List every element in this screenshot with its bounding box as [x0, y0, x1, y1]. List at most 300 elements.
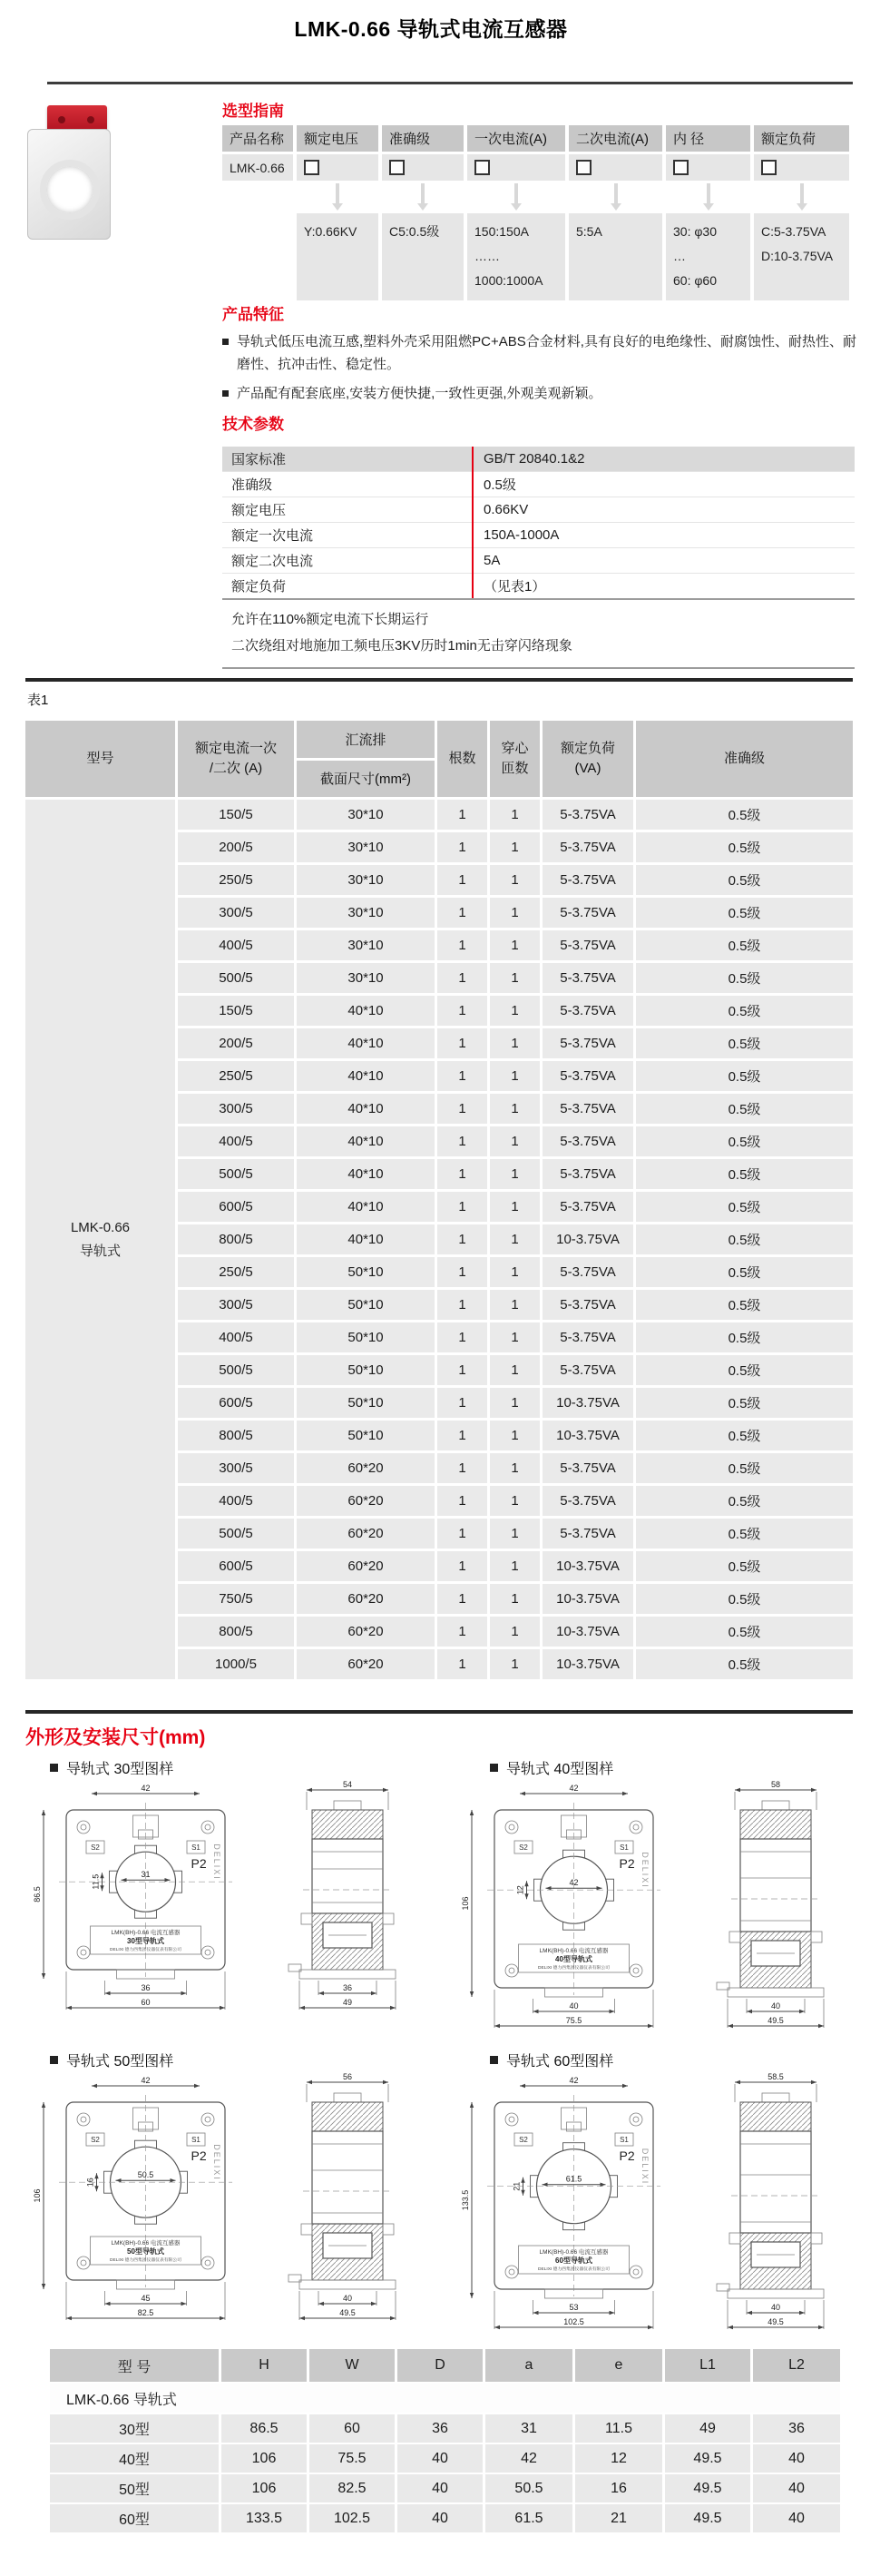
table-cell: 200/5 — [178, 832, 294, 862]
sg-checkbox-cell — [754, 154, 849, 181]
sg-option-line: … — [673, 249, 686, 263]
table-cell: 5-3.75VA — [543, 1028, 633, 1058]
table-cell: 0.5级 — [636, 1094, 853, 1124]
svg-text:30型导轨式: 30型导轨式 — [127, 1937, 164, 1945]
table-cell: 1 — [490, 1617, 540, 1647]
dims-column-header: a — [485, 2349, 572, 2382]
table-cell: 400/5 — [178, 1486, 294, 1516]
table-cell: 5-3.75VA — [543, 1159, 633, 1189]
table-row — [178, 1290, 853, 1320]
table-cell: 1 — [437, 1257, 487, 1287]
table-cell: 40*10 — [297, 996, 435, 1026]
dims-value-cell: 60 — [309, 2414, 395, 2443]
dims-value-cell: 49 — [665, 2414, 750, 2443]
svg-text:21: 21 — [512, 2181, 522, 2191]
col-header-turns — [490, 721, 540, 797]
table-cell: 1 — [490, 1094, 540, 1124]
svg-text:42: 42 — [141, 2076, 151, 2085]
dims-value-cell: 40 — [753, 2474, 840, 2502]
tech-param-value: 150A-1000A — [484, 527, 560, 543]
table-row — [178, 1584, 853, 1614]
drawing-title: 导轨式 50型图样 — [66, 2054, 174, 2070]
table-cell: 1 — [437, 930, 487, 960]
checkbox-icon — [576, 160, 592, 175]
square-bullet-icon — [222, 390, 229, 397]
drawing-title-row — [490, 2050, 613, 2070]
table-cell: 1 — [490, 1551, 540, 1581]
tech-param-value: 5A — [484, 553, 501, 568]
table1-rows — [178, 800, 853, 1679]
checkbox-icon — [761, 160, 777, 175]
square-bullet-icon — [222, 339, 229, 345]
checkbox-icon — [389, 160, 405, 175]
tech-param-label: 准确级 — [231, 477, 273, 493]
table-row — [178, 1486, 853, 1516]
table-cell: 5-3.75VA — [543, 1355, 633, 1385]
table-cell: 10-3.75VA — [543, 1649, 633, 1679]
table-cell: 1 — [437, 1551, 487, 1581]
sg-option-line: 5:5A — [576, 224, 602, 239]
table-cell: 500/5 — [178, 1519, 294, 1549]
table-row — [178, 1617, 853, 1647]
busbar-section-header: 截面尺寸(mm²) — [297, 761, 435, 798]
table-cell: 60*20 — [297, 1486, 435, 1516]
table-cell: 250/5 — [178, 865, 294, 895]
table-cell: 1 — [437, 1322, 487, 1352]
table-cell: 1 — [437, 996, 487, 1026]
table-cell: 800/5 — [178, 1617, 294, 1647]
table-row — [178, 1421, 853, 1450]
table-cell: 250/5 — [178, 1061, 294, 1091]
header-line: 额定负荷 — [560, 741, 615, 756]
dims-column-header: H — [221, 2349, 307, 2382]
table-cell: 60*20 — [297, 1519, 435, 1549]
svg-text:40型导轨式: 40型导轨式 — [555, 1955, 592, 1963]
svg-text:DELIXI: DELIXI — [212, 1844, 221, 1881]
sg-option-line: 150:150A — [474, 224, 529, 239]
table-cell: 5-3.75VA — [543, 1126, 633, 1156]
dims-column-header: D — [397, 2349, 483, 2382]
dims-value-cell: 49.5 — [665, 2474, 750, 2502]
table-cell: 0.5级 — [636, 1126, 853, 1156]
table-cell: 30*10 — [297, 963, 435, 993]
table-row — [178, 1061, 853, 1091]
table-cell: 50*10 — [297, 1421, 435, 1450]
table-cell: 1 — [437, 1584, 487, 1614]
table-cell: 1 — [437, 1617, 487, 1647]
table-cell: 0.5级 — [636, 1388, 853, 1418]
svg-text:40: 40 — [342, 2294, 353, 2303]
table-cell: 0.5级 — [636, 865, 853, 895]
table-cell: 0.5级 — [636, 1061, 853, 1091]
tech-param-label: 额定一次电流 — [231, 528, 314, 544]
section-divider — [25, 1710, 853, 1714]
dims-model-cell: 50型 — [50, 2474, 219, 2502]
table-cell: 50*10 — [297, 1257, 435, 1287]
col-header-roots — [437, 721, 487, 797]
sg-column-header: 准确级 — [382, 125, 464, 152]
table-cell: 1 — [490, 832, 540, 862]
svg-text:50型导轨式: 50型导轨式 — [127, 2247, 164, 2256]
dims-value-cell: 40 — [753, 2444, 840, 2473]
table-cell: 60*20 — [297, 1584, 435, 1614]
table-row — [178, 1224, 853, 1254]
terminal-screw-icon — [58, 116, 65, 123]
svg-text:S1: S1 — [620, 1844, 629, 1852]
drawing-title-row — [50, 1757, 173, 1778]
drawing-title: 导轨式 40型图样 — [506, 1762, 614, 1777]
sg-checkbox-cell — [467, 154, 565, 181]
sg-option-line: 60: φ60 — [673, 273, 718, 288]
arrow-line — [514, 183, 518, 203]
page-title: LMK-0.66 导轨式电流互感器 — [294, 17, 568, 41]
table-cell: 300/5 — [178, 1094, 294, 1124]
dimensions-table — [50, 2349, 840, 2532]
table-cell: 500/5 — [178, 963, 294, 993]
dims-value-cell: 61.5 — [485, 2504, 572, 2532]
table-cell: 1 — [437, 1126, 487, 1156]
table-cell: 250/5 — [178, 1257, 294, 1287]
tech-param-value: GB/T 20840.1&2 — [484, 451, 585, 467]
table-row — [178, 963, 853, 993]
table-cell: 1 — [490, 1290, 540, 1320]
table-cell: 400/5 — [178, 930, 294, 960]
svg-text:DELIXI 德力西集团仪器仪表有限公司: DELIXI 德力西集团仪器仪表有限公司 — [538, 2267, 610, 2272]
drawing-title-row — [490, 1757, 613, 1778]
svg-text:S2: S2 — [91, 2136, 100, 2144]
svg-text:42: 42 — [569, 1784, 579, 1793]
title-divider — [47, 82, 853, 84]
dims-value-cell: 40 — [753, 2504, 840, 2532]
table-cell: 0.5级 — [636, 800, 853, 830]
table-cell: 1 — [437, 832, 487, 862]
tech-params-rows — [222, 447, 855, 600]
dims-model-cell: 30型 — [50, 2414, 219, 2443]
table-cell: 40*10 — [297, 1224, 435, 1254]
table-cell: 0.5级 — [636, 1551, 853, 1581]
table-cell: 60*20 — [297, 1649, 435, 1679]
dims-value-cell: 16 — [575, 2474, 662, 2502]
dimension-drawing-40 — [454, 1779, 866, 2052]
arrow-head — [511, 203, 522, 211]
table-cell: 1 — [437, 1388, 487, 1418]
svg-text:106: 106 — [461, 1896, 470, 1911]
dims-value-cell: 21 — [575, 2504, 662, 2532]
table-cell: 0.5级 — [636, 1421, 853, 1450]
header-line: (VA) — [574, 761, 601, 776]
table-cell: 1 — [437, 1649, 487, 1679]
table-cell: 5-3.75VA — [543, 1094, 633, 1124]
tech-param-value: 0.5级 — [484, 477, 516, 493]
square-bullet-icon — [490, 1764, 498, 1772]
table1-label: 表1 — [27, 693, 49, 708]
table-cell: 1 — [437, 1519, 487, 1549]
sg-option-box — [382, 213, 464, 300]
table-cell: 300/5 — [178, 1290, 294, 1320]
sg-column-header: 内 径 — [666, 125, 750, 152]
svg-text:42: 42 — [569, 1878, 579, 1888]
dims-model-cell: 60型 — [50, 2504, 219, 2532]
table-cell: 1 — [490, 1061, 540, 1091]
table-row — [178, 1355, 853, 1385]
table-cell: 0.5级 — [636, 1224, 853, 1254]
table-row — [178, 1322, 853, 1352]
dimension-drawing-50 — [25, 2071, 445, 2339]
dimensions-heading: 外形及安装尺寸(mm) — [25, 1727, 206, 1748]
dims-value-cell: 106 — [221, 2444, 307, 2473]
table-cell: 1 — [437, 1453, 487, 1483]
svg-text:DELIXI: DELIXI — [640, 1852, 650, 1889]
table-row — [178, 898, 853, 928]
table-row — [178, 1551, 853, 1581]
arrow-line — [421, 183, 425, 203]
tech-param-label: 额定二次电流 — [231, 554, 314, 569]
dims-column-header: L1 — [665, 2349, 750, 2382]
svg-text:40: 40 — [569, 2001, 579, 2011]
table-cell: 30*10 — [297, 832, 435, 862]
table-cell: 1 — [437, 1421, 487, 1450]
product-photo — [25, 102, 111, 240]
table-row — [178, 832, 853, 862]
sg-option-line: C5:0.5级 — [389, 224, 440, 239]
dimension-drawing-30 — [25, 1779, 445, 2052]
table-cell: 0.5级 — [636, 1257, 853, 1287]
svg-text:S1: S1 — [191, 1844, 200, 1852]
dims-column-header: W — [309, 2349, 395, 2382]
sg-option-box — [754, 213, 849, 300]
svg-text:P2: P2 — [619, 1856, 635, 1871]
dims-value-cell: 12 — [575, 2444, 662, 2473]
tech-params-heading: 技术参数 — [222, 416, 284, 433]
header-line: 准确级 — [723, 751, 765, 766]
table-cell: 1 — [437, 1192, 487, 1222]
dims-value-cell: 86.5 — [221, 2414, 307, 2443]
sg-option-line: 30: φ30 — [673, 224, 718, 239]
table-row — [178, 865, 853, 895]
dims-value-cell: 36 — [753, 2414, 840, 2443]
arrow-line — [707, 183, 710, 203]
table-row — [178, 1453, 853, 1483]
table-cell: 1 — [437, 1094, 487, 1124]
svg-text:75.5: 75.5 — [565, 2016, 582, 2025]
sg-checkbox-cell — [297, 154, 378, 181]
section-divider — [25, 678, 853, 682]
table-cell: 1 — [490, 1159, 540, 1189]
table-cell: 1 — [490, 1649, 540, 1679]
table-cell: 0.5级 — [636, 1355, 853, 1385]
table-cell: 5-3.75VA — [543, 1290, 633, 1320]
table-cell: 30*10 — [297, 865, 435, 895]
svg-text:DELIXI 德力西集团仪器仪表有限公司: DELIXI 德力西集团仪器仪表有限公司 — [110, 1948, 181, 1952]
svg-text:S1: S1 — [191, 2136, 200, 2144]
table-row — [178, 1126, 853, 1156]
table-cell: 1 — [490, 1519, 540, 1549]
tech-param-row — [222, 497, 855, 523]
dims-value-cell: 40 — [397, 2444, 483, 2473]
table-cell: 1 — [490, 1584, 540, 1614]
table1 — [25, 721, 853, 1679]
svg-text:16: 16 — [85, 2178, 95, 2188]
table-cell: 60*20 — [297, 1617, 435, 1647]
table1-header — [25, 721, 853, 797]
sg-checkbox-cell — [569, 154, 662, 181]
table-cell: 5-3.75VA — [543, 963, 633, 993]
table-cell: 60*20 — [297, 1551, 435, 1581]
table-cell: 500/5 — [178, 1355, 294, 1385]
table-cell: 5-3.75VA — [543, 1061, 633, 1091]
tech-param-row — [222, 574, 855, 598]
table-cell: 50*10 — [297, 1290, 435, 1320]
dims-value-cell: 50.5 — [485, 2474, 572, 2502]
feature-item — [222, 330, 859, 376]
svg-text:50.5: 50.5 — [137, 2170, 154, 2180]
sg-spacer — [222, 183, 293, 211]
sg-spacer — [222, 213, 293, 300]
table-cell: 500/5 — [178, 1159, 294, 1189]
table-cell: 0.5级 — [636, 1486, 853, 1516]
square-bullet-icon — [50, 2056, 58, 2064]
sg-product-name: LMK-0.66 — [222, 154, 293, 181]
svg-text:31: 31 — [141, 1870, 151, 1880]
svg-text:42: 42 — [141, 1784, 151, 1793]
header-line: 根数 — [448, 751, 476, 766]
dims-value-cell: 75.5 — [309, 2444, 395, 2473]
arrow-down-icon — [666, 183, 750, 211]
features-heading: 产品特征 — [222, 306, 284, 323]
table-cell: 1 — [490, 996, 540, 1026]
model-line: 导轨式 — [79, 1243, 121, 1259]
table-cell: 10-3.75VA — [543, 1551, 633, 1581]
tech-params-notes — [222, 600, 855, 669]
svg-text:11.5: 11.5 — [91, 1873, 101, 1890]
table-cell: 40*10 — [297, 1126, 435, 1156]
table-cell: 1 — [490, 963, 540, 993]
dims-group-row: LMK-0.66 导轨式 — [50, 2384, 840, 2413]
dims-value-cell: 49.5 — [665, 2444, 750, 2473]
svg-text:S2: S2 — [519, 2136, 528, 2144]
table-row — [178, 930, 853, 960]
col-header-burden — [543, 721, 633, 797]
sg-column-header: 额定负荷 — [754, 125, 849, 152]
table-cell: 1 — [437, 898, 487, 928]
svg-text:61.5: 61.5 — [565, 2174, 582, 2184]
dims-value-cell: 31 — [485, 2414, 572, 2443]
table-cell: 1 — [490, 1388, 540, 1418]
sg-option-line: Y:0.66KV — [304, 224, 357, 239]
svg-text:58.5: 58.5 — [768, 2072, 784, 2081]
table-cell: 1 — [490, 1224, 540, 1254]
tech-param-note: 二次绕组对地施加工频电压3KV历时1min无击穿闪络现象 — [231, 638, 572, 654]
table-row — [178, 1388, 853, 1418]
table-cell: 0.5级 — [636, 1453, 853, 1483]
arrow-line — [336, 183, 339, 203]
svg-text:LMK(BH)-0.66 电流互感器: LMK(BH)-0.66 电流互感器 — [539, 2249, 609, 2256]
svg-text:56: 56 — [342, 2072, 353, 2081]
table-cell: 1 — [490, 1028, 540, 1058]
table-cell: 150/5 — [178, 996, 294, 1026]
feature-text: 导轨式低压电流互感,塑料外壳采用阻燃PC+ABS合金材料,具有良好的电绝缘性、耐腐蚀性、耐热性、耐磨性、抗冲击性、稳定性。 — [237, 334, 856, 372]
dims-value-cell: 133.5 — [221, 2504, 307, 2532]
red-divider-line — [472, 447, 474, 598]
svg-text:86.5: 86.5 — [33, 1886, 42, 1903]
arrow-line — [614, 183, 618, 203]
table-cell: 200/5 — [178, 1028, 294, 1058]
arrow-head — [332, 203, 343, 211]
sg-column-header: 产品名称 — [222, 125, 293, 152]
svg-text:DELIXI: DELIXI — [212, 2144, 221, 2181]
selection-guide-table — [222, 125, 849, 300]
table-cell: 1 — [490, 865, 540, 895]
dims-value-cell: 40 — [397, 2474, 483, 2502]
arrow-line — [800, 183, 804, 203]
table-cell: 0.5级 — [636, 898, 853, 928]
sg-option-line: D:10-3.75VA — [761, 249, 834, 263]
table-cell: 1 — [490, 1355, 540, 1385]
selection-guide-heading: 选型指南 — [222, 103, 284, 120]
model-line: LMK-0.66 — [70, 1219, 131, 1235]
svg-text:40: 40 — [770, 2001, 781, 2011]
header-line: 额定电流一次 — [194, 741, 277, 756]
svg-text:49.5: 49.5 — [339, 2308, 356, 2317]
table-cell: 30*10 — [297, 930, 435, 960]
table-cell: 0.5级 — [636, 1617, 853, 1647]
table-cell: 10-3.75VA — [543, 1617, 633, 1647]
table1-body — [25, 800, 853, 1679]
tech-param-row — [222, 447, 855, 472]
header-line: /二次 (A) — [209, 761, 263, 776]
tech-param-row — [222, 523, 855, 548]
table-cell: 1 — [437, 1159, 487, 1189]
svg-text:49.5: 49.5 — [768, 2016, 784, 2025]
dims-value-cell: 102.5 — [309, 2504, 395, 2532]
sg-column-header: 二次电流(A) — [569, 125, 662, 152]
table-cell: 1 — [490, 1486, 540, 1516]
table-cell: 600/5 — [178, 1388, 294, 1418]
feature-text: 产品配有配套底座,安装方便快捷,一致性更强,外观美观新颖。 — [237, 386, 602, 401]
sg-checkbox-cell — [666, 154, 750, 181]
svg-text:S2: S2 — [519, 1844, 528, 1852]
table-cell: 0.5级 — [636, 1322, 853, 1352]
sg-option-line: C:5-3.75VA — [761, 224, 826, 239]
table-cell: 1 — [437, 1028, 487, 1058]
table-cell: 1 — [490, 1126, 540, 1156]
table-cell: 60*20 — [297, 1453, 435, 1483]
tech-param-note: 允许在110%额定电流下长期运行 — [231, 612, 429, 627]
dims-column-header: e — [575, 2349, 662, 2382]
table-cell: 0.5级 — [636, 1159, 853, 1189]
arrow-down-icon — [297, 183, 378, 211]
table-cell: 30*10 — [297, 898, 435, 928]
table-cell: 1 — [490, 1192, 540, 1222]
table-cell: 5-3.75VA — [543, 1257, 633, 1287]
svg-text:49: 49 — [342, 1998, 353, 2007]
table-cell: 5-3.75VA — [543, 1192, 633, 1222]
table-cell: 750/5 — [178, 1584, 294, 1614]
checkbox-icon — [304, 160, 319, 175]
table-row — [178, 1649, 853, 1679]
svg-text:54: 54 — [342, 1780, 353, 1789]
table-cell: 5-3.75VA — [543, 1453, 633, 1483]
svg-text:DELIXI 德力西集团仪器仪表有限公司: DELIXI 德力西集团仪器仪表有限公司 — [538, 1966, 610, 1971]
model-cell — [25, 800, 175, 1679]
svg-text:36: 36 — [342, 1983, 353, 1992]
table-cell: 40*10 — [297, 1094, 435, 1124]
tech-param-value: 0.66KV — [484, 502, 529, 517]
table-cell: 0.5级 — [636, 1584, 853, 1614]
table-cell: 300/5 — [178, 1453, 294, 1483]
table-cell: 10-3.75VA — [543, 1388, 633, 1418]
dims-value-cell: 106 — [221, 2474, 307, 2502]
